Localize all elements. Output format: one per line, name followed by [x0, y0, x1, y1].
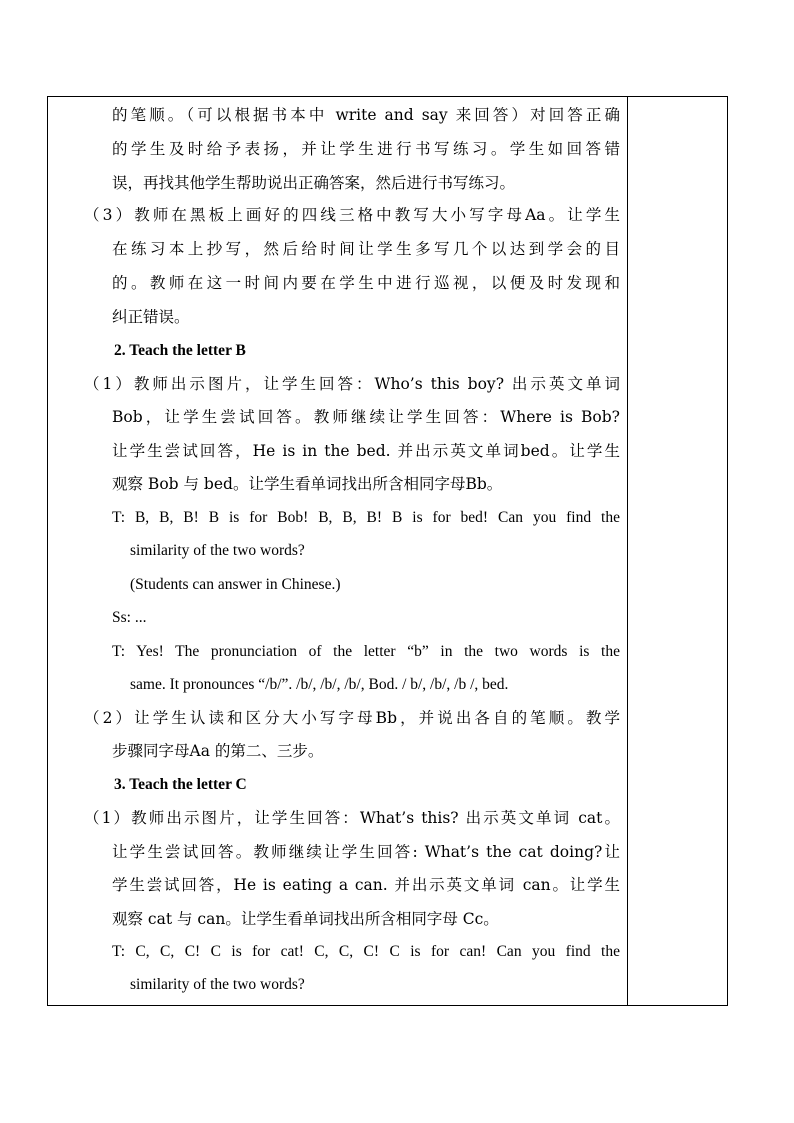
dialogue-note: (Students can answer in Chinese.) [130, 576, 341, 593]
dialogue-line: similarity of the two words? [130, 976, 305, 993]
dialogue-line: similarity of the two words? [130, 542, 305, 559]
text-line: 学生尝试回答，He is eating a can. 并出示英文单词 can。让学生 [112, 876, 620, 894]
dialogue-line: Ss: ... [112, 609, 147, 626]
dialogue-line: T: Yes! The pronunciation of the letter “b” in the two words is the [112, 643, 620, 660]
text-line: （1）教师出示图片，让学生回答：Who’s this boy? 出示英文单词 [84, 375, 620, 393]
text-line: 在练习本上抄写，然后给时间让学生多写几个以达到学会的目 [112, 240, 620, 258]
dialogue-line: same. It pronounces “/b/”. /b/, /b/, /b/, Bod. / b/, /b/, /b /, bed. [130, 676, 509, 693]
text-line: 误，再找其他学生帮助说出正确答案，然后进行书写练习。 [112, 174, 516, 192]
notes-cell [628, 97, 727, 1005]
text-line: 纠正错误。 [112, 308, 190, 326]
text-line: 让学生尝试回答，He is in the bed. 并出示英文单词bed。让学生 [112, 442, 620, 460]
text-line: Bob，让学生尝试回答。教师继续让学生回答：Where is Bob? [112, 408, 620, 426]
text-line: （2）让学生认读和区分大小写字母Bb，并说出各自的笔顺。教学 [84, 709, 620, 727]
section-heading: 2. Teach the letter B [114, 342, 246, 359]
text-line: 观察 Bob 与 bed。让学生看单词找出所含相同字母Bb。 [112, 475, 503, 493]
section-heading: 3. Teach the letter C [114, 776, 247, 793]
dialogue-line: T: B, B, B! B is for Bob! B, B, B! B is for bed! Can you find the [112, 509, 620, 526]
text-line: （1）教师出示图片，让学生回答：What’s this? 出示英文单词 cat。 [84, 809, 620, 827]
text-line: 的。教师在这一时间内要在学生中进行巡视，以便及时发现和 [112, 274, 620, 292]
lesson-content-cell [48, 97, 627, 1005]
text-line: 步骤同字母Aa 的第二、三步。 [112, 742, 324, 760]
text-line: 观察 cat 与 can。让学生看单词找出所含相同字母 Cc。 [112, 910, 499, 928]
lesson-table [47, 96, 728, 1006]
dialogue-line: T: C, C, C! C is for cat! C, C, C! C is for can! Can you find the [112, 943, 620, 960]
text-line: 的学生及时给予表扬，并让学生进行书写练习。学生如回答错 [112, 140, 620, 158]
text-line: 的笔顺。（可以根据书本中 write and say 来回答）对回答正确 [112, 106, 620, 124]
text-line: 让学生尝试回答。教师继续让学生回答: What’s the cat doing?让 [112, 843, 620, 861]
text-line: （3）教师在黑板上画好的四线三格中教写大小写字母Aa。让学生 [84, 206, 620, 224]
